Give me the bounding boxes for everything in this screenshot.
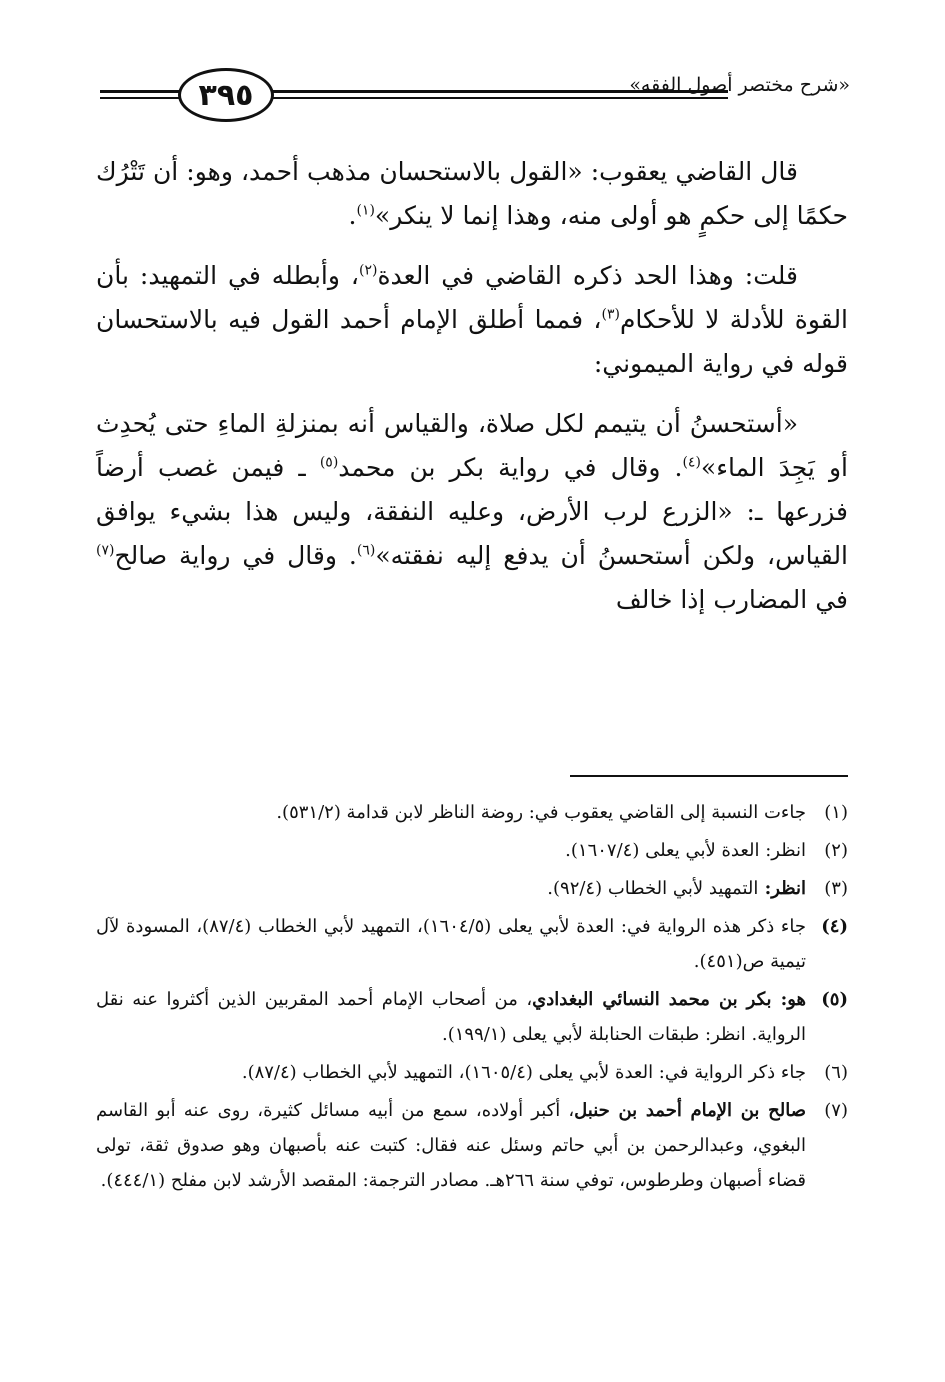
footnote-ref[interactable]: (٢)	[358, 262, 378, 279]
paragraph-text: قال القاضي يعقوب: «القول بالاستحسان مذهب أحمد، وهو: أن تَتْرُك حكمًا إلى حكمٍ هو أولى منه، وهذا إنما لا ينكر»	[96, 157, 848, 230]
paragraph-1	[96, 150, 848, 238]
footnote-item	[96, 982, 848, 1052]
footnote-item	[96, 1055, 848, 1090]
book-title: «شرح مختصر أصول الفقه»	[629, 74, 850, 96]
paragraph-text: . وقال في رواية بكر بن محمد	[338, 453, 683, 482]
footnote-ref[interactable]: (٤)	[682, 454, 701, 471]
footnote-number: (٥)	[821, 989, 848, 1010]
paragraph-text: . وقال في رواية صالح	[114, 541, 357, 570]
page-header	[100, 62, 850, 132]
paragraph-text: في المضارب إذا خالف	[615, 585, 848, 614]
footnote-ref[interactable]: (١)	[356, 202, 375, 219]
footnote-separator	[570, 775, 848, 777]
page-number: ٣٩٥	[178, 68, 274, 122]
footnote-text: جاءت النسبة إلى القاضي يعقوب في: روضة الناظر لابن قدامة (٥٣١/٢).	[276, 802, 806, 823]
header-rule	[268, 97, 728, 99]
footnote-number: (٧)	[824, 1100, 848, 1121]
footnote-text: انظر: التمهيد لأبي الخطاب (٩٢/٤).	[547, 878, 806, 899]
main-text	[96, 150, 848, 622]
footnote-ref[interactable]: (٦)	[356, 542, 376, 559]
footnote-item	[96, 1093, 848, 1198]
footnote-item	[96, 833, 848, 868]
header-rule	[100, 97, 182, 99]
paragraph-text: قلت: وهذا الحد ذكره القاضي في العدة	[377, 261, 798, 290]
paragraph-2	[96, 254, 848, 386]
footnote-number: (٦)	[824, 1062, 848, 1083]
footnote-item	[96, 795, 848, 830]
person-name: صالح بن الإمام أحمد بن حنبل	[574, 1100, 806, 1121]
footnote-text: صالح بن الإمام أحمد بن حنبل، أكبر أولاده، سمع من أبيه مسائل كثيرة، روى عنه أبو القاسم البغوي، وعبدالرحمن بن أبي حاتم وسئل عنه فقال: كتبت عنه بأصبهان وهو صدوق ثقة، تولى قضاء أصبهان وطرطوس، توفي سنة ٢٦٦هـ. مصادر الترجمة: المقصد الأرشد لابن مفلح (٤٤٤/١).	[96, 1100, 806, 1191]
footnote-number: (٢)	[824, 840, 848, 861]
footnote-ref[interactable]: (٥)	[319, 454, 339, 471]
footnote-item	[96, 871, 848, 906]
person-name: بكر بن محمد النسائي البغدادي	[532, 989, 772, 1010]
paragraph-text: ، وأبطله في التمهيد: بأن القوة للأدلة لا للأحكام	[96, 261, 849, 334]
footnote-text: انظر: العدة لأبي يعلى (١٦٠٧/٤).	[565, 840, 806, 861]
footnote-ref[interactable]: (٣)	[601, 306, 620, 323]
footnotes	[96, 795, 848, 1201]
footnote-text: جاء ذكر هذه الرواية في: العدة لأبي يعلى (١٦٠٤/٥)، التمهيد لأبي الخطاب (٨٧/٤)، المسودة لآل تيمية ص(٤٥١).	[96, 916, 806, 972]
header-rule	[100, 90, 182, 93]
footnote-number: (٤)	[821, 916, 848, 937]
paragraph-text: .	[348, 201, 357, 230]
footnote-ref[interactable]: (٧)	[96, 542, 115, 559]
paragraph-text: ـ فيمن غصب أرضاً فزرعها ـ: «الزرع لرب الأرض، وعليه النفقة، وليس هذا بشيء يوافق القياس، ولكن أستحسنُ أن يدفع إليه نفقته»	[96, 453, 849, 570]
footnote-number: (٣)	[824, 878, 848, 899]
footnote-text: هو: بكر بن محمد النسائي البغدادي، من أصحاب الإمام أحمد المقربين الذين أكثروا عنه نقل الرواية. انظر: طبقات الحنابلة لأبي يعلى (١٩٩/١).	[96, 989, 807, 1045]
footnote-number: (١)	[824, 802, 848, 823]
paragraph-text: «أستحسنُ أن يتيمم لكل صلاة، والقياس أنه بمنزلةِ الماءِ حتى يُحدِث أو يَجِدَ الماء»	[96, 409, 848, 482]
paragraph-3	[96, 402, 848, 622]
paragraph-text: ، فمما أطلق الإمام أحمد القول فيه بالاستحسان قوله في رواية الميموني:	[96, 305, 848, 378]
footnote-item	[96, 909, 848, 979]
footnote-text: جاء ذكر الرواية في: العدة لأبي يعلى (١٦٠٥/٤)، التمهيد لأبي الخطاب (٨٧/٤).	[241, 1062, 806, 1083]
